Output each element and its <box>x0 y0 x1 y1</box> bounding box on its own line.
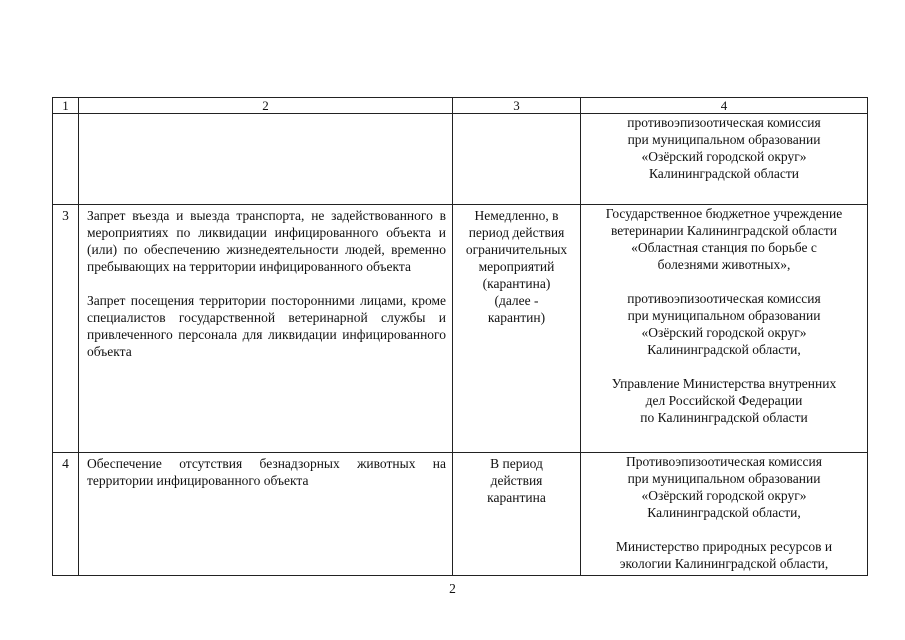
responsible-line: при муниципальном образовании <box>627 132 821 147</box>
measure-cell <box>79 205 453 453</box>
responsible-cell <box>581 114 868 205</box>
responsible-line: Противоэпизоотическая комиссия <box>626 454 822 469</box>
deadline-cell <box>453 453 581 576</box>
measure-paragraph: Запрет въезда и выезда транспорта, не задействованного в мероприятиях по ликвидации инфицированного объекта и (или) по обеспечению жизнедеятельности людей, временно пребывающих на территории инфицированного объекта <box>87 208 446 274</box>
responsible-line: противоэпизоотическая комиссия <box>627 291 821 306</box>
responsible-line: дел Российской Федерации <box>645 393 803 408</box>
measure-paragraph: Обеспечение отсутствия безнадзорных животных на территории инфицированного объекта <box>87 456 446 488</box>
deadline-line: карантин) <box>487 310 546 325</box>
deadline-line: мероприятий <box>478 259 555 274</box>
table-header-row <box>53 98 868 114</box>
row-number: 4 <box>53 453 79 576</box>
responsible-line: при муниципальном образовании <box>627 471 821 486</box>
deadline-line: карантина <box>487 490 546 505</box>
responsible-line: Государственное бюджетное учреждение <box>605 206 843 221</box>
row-number <box>53 114 79 205</box>
deadline-cell <box>453 205 581 453</box>
responsible-line: «Озёрский городской округ» <box>641 325 807 340</box>
responsible-line: Министерство природных ресурсов и <box>615 539 833 554</box>
header-cell-4: 4 <box>581 98 868 114</box>
deadline-line: (карантина) <box>482 276 551 291</box>
responsible-line: «Озёрский городской округ» <box>641 488 807 503</box>
responsible-line: Калининградской области <box>648 166 800 181</box>
table-row <box>53 205 868 453</box>
responsible-line: «Озёрский городской округ» <box>641 149 807 164</box>
responsible-line: Калининградской области, <box>647 505 801 520</box>
deadline-line: (далее - <box>494 293 539 308</box>
responsible-cell <box>581 205 868 453</box>
measure-paragraph: Запрет посещения территории посторонними лицами, кроме специалистов государственной ветеринарной службы и привлеченного персонала для ликвидации инфицированного объекта <box>87 293 446 359</box>
header-cell-2: 2 <box>79 98 453 114</box>
responsible-line: по Калининградской области <box>640 410 808 425</box>
deadline-cell <box>453 114 581 205</box>
deadline-line: В период <box>490 456 543 471</box>
deadline-line: период действия <box>468 225 565 240</box>
measure-cell <box>79 114 453 205</box>
responsible-line: Калининградской области, <box>647 342 801 357</box>
row-number: 3 <box>53 205 79 453</box>
responsible-line: ветеринарии Калининградской области <box>610 223 837 238</box>
responsible-line: «Областная станция по борьбе с <box>631 240 817 255</box>
measure-cell <box>79 453 453 576</box>
responsible-line: при муниципальном образовании <box>627 308 821 323</box>
page-number: 2 <box>449 581 456 596</box>
header-cell-1: 1 <box>53 98 79 114</box>
responsible-line: Управление Министерства внутренних <box>611 376 837 391</box>
responsible-line: экологии Калининградской области, <box>619 556 829 571</box>
responsible-line: противоэпизоотическая комиссия <box>627 115 821 130</box>
deadline-line: ограничительных <box>465 242 568 257</box>
document-table <box>52 97 868 576</box>
responsible-line: болезнями животных», <box>657 257 791 272</box>
table-row <box>53 453 868 576</box>
deadline-line: действия <box>490 473 543 488</box>
table-row <box>53 114 868 205</box>
header-cell-3: 3 <box>453 98 581 114</box>
responsible-cell <box>581 453 868 576</box>
deadline-line: Немедленно, в <box>474 208 559 223</box>
